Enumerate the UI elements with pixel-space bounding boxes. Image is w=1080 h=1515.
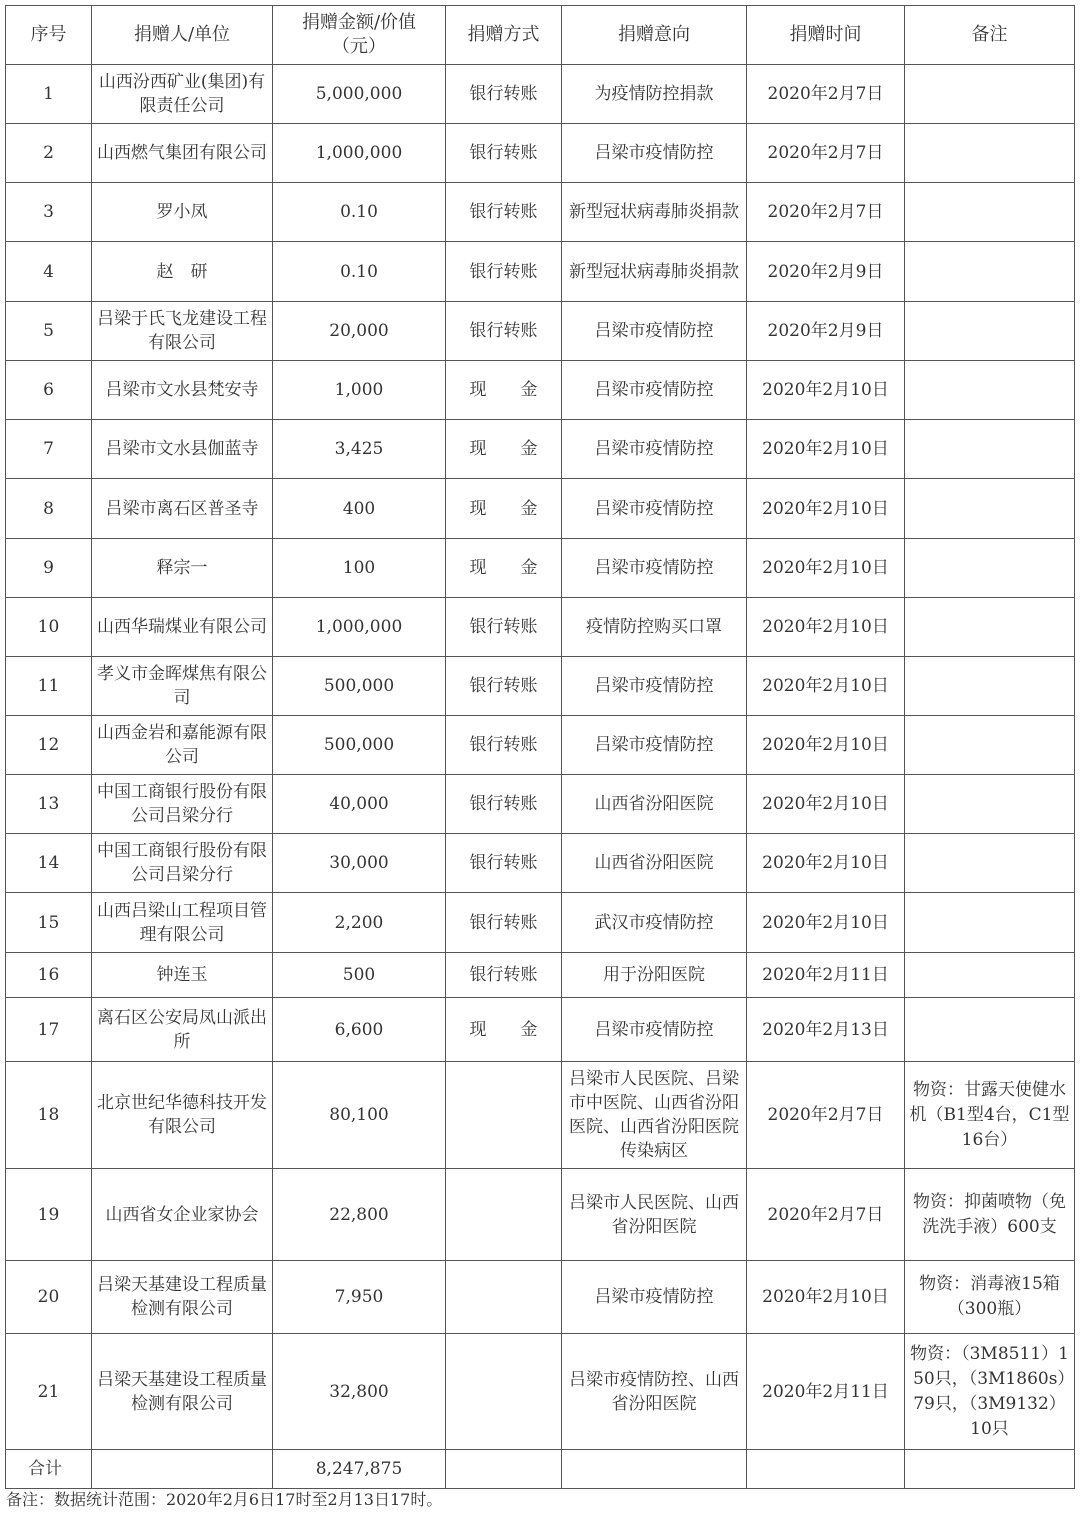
row-note bbox=[905, 124, 1075, 183]
row-date: 2020年2月7日 bbox=[747, 1062, 905, 1169]
row-note bbox=[905, 242, 1075, 302]
row-method bbox=[446, 1169, 562, 1261]
header-row bbox=[6, 6, 1075, 65]
row-note bbox=[905, 183, 1075, 242]
row-donor: 孝义市金晖煤焦有限公司 bbox=[92, 657, 273, 716]
total-date-cell bbox=[747, 1450, 905, 1489]
row-no: 11 bbox=[6, 657, 92, 716]
row-amount: 5,000,000 bbox=[273, 65, 446, 124]
row-purpose: 山西省汾阳医院 bbox=[562, 775, 747, 834]
row-donor: 吕梁市离石区普圣寺 bbox=[92, 479, 273, 539]
row-date: 2020年2月11日 bbox=[747, 1334, 905, 1450]
row-amount: 80,100 bbox=[273, 1062, 446, 1169]
row-method: 现 金 bbox=[446, 998, 562, 1062]
row-amount: 32,800 bbox=[273, 1334, 446, 1450]
row-date: 2020年2月10日 bbox=[747, 361, 905, 420]
header-note: 备注 bbox=[905, 6, 1075, 65]
row-note bbox=[905, 775, 1075, 834]
row-donor: 山西华瑞煤业有限公司 bbox=[92, 598, 273, 657]
row-donor: 山西省女企业家协会 bbox=[92, 1169, 273, 1261]
row-no: 13 bbox=[6, 775, 92, 834]
row-date: 2020年2月10日 bbox=[747, 893, 905, 953]
row-date: 2020年2月13日 bbox=[747, 998, 905, 1062]
row-method: 银行转账 bbox=[446, 302, 562, 361]
table-row bbox=[6, 834, 1075, 893]
total-label: 合计 bbox=[6, 1450, 92, 1489]
row-purpose: 吕梁市疫情防控 bbox=[562, 302, 747, 361]
row-date: 2020年2月9日 bbox=[747, 302, 905, 361]
row-note bbox=[905, 893, 1075, 953]
row-amount: 3,425 bbox=[273, 420, 446, 479]
table-row bbox=[6, 539, 1075, 598]
header-amount: 捐赠金额/价值（元） bbox=[273, 6, 446, 65]
row-donor: 吕梁天基建设工程质量检测有限公司 bbox=[92, 1261, 273, 1334]
table-row bbox=[6, 893, 1075, 953]
row-purpose: 吕梁市疫情防控 bbox=[562, 657, 747, 716]
row-method: 银行转账 bbox=[446, 124, 562, 183]
row-note: 物资：抑菌喷物（免洗洗手液）600支 bbox=[905, 1169, 1075, 1261]
row-date: 2020年2月7日 bbox=[747, 1169, 905, 1261]
row-method: 现 金 bbox=[446, 479, 562, 539]
row-purpose: 吕梁市疫情防控 bbox=[562, 998, 747, 1062]
table-row bbox=[6, 302, 1075, 361]
table-row bbox=[6, 953, 1075, 998]
row-purpose: 吕梁市人民医院、吕梁市中医院、山西省汾阳医院、山西省汾阳医院传染病区 bbox=[562, 1062, 747, 1169]
row-note bbox=[905, 998, 1075, 1062]
total-row bbox=[6, 1450, 1075, 1489]
row-purpose: 新型冠状病毒肺炎捐款 bbox=[562, 242, 747, 302]
row-donor: 罗小凤 bbox=[92, 183, 273, 242]
row-no: 7 bbox=[6, 420, 92, 479]
row-amount: 1,000 bbox=[273, 361, 446, 420]
row-purpose: 吕梁市疫情防控 bbox=[562, 124, 747, 183]
row-method: 银行转账 bbox=[446, 183, 562, 242]
row-donor: 山西吕梁山工程项目管理有限公司 bbox=[92, 893, 273, 953]
row-note bbox=[905, 302, 1075, 361]
row-purpose: 吕梁市疫情防控 bbox=[562, 479, 747, 539]
row-amount: 100 bbox=[273, 539, 446, 598]
row-date: 2020年2月10日 bbox=[747, 834, 905, 893]
row-purpose: 吕梁市疫情防控、山西省汾阳医院 bbox=[562, 1334, 747, 1450]
footnote: 备注：数据统计范围：2020年2月6日17时至2月13日17时。 bbox=[6, 1490, 443, 1509]
row-no: 2 bbox=[6, 124, 92, 183]
row-no: 6 bbox=[6, 361, 92, 420]
table-row bbox=[6, 775, 1075, 834]
donation-table bbox=[5, 5, 1075, 1489]
row-no: 15 bbox=[6, 893, 92, 953]
row-date: 2020年2月10日 bbox=[747, 775, 905, 834]
table-row bbox=[6, 124, 1075, 183]
row-donor: 中国工商银行股份有限公司吕梁分行 bbox=[92, 775, 273, 834]
row-note: 物资：（3M8511）150只，（3M1860s）79只，（3M9132）10只 bbox=[905, 1334, 1075, 1450]
row-no: 3 bbox=[6, 183, 92, 242]
total-amount: 8,247,875 bbox=[273, 1450, 446, 1489]
row-no: 14 bbox=[6, 834, 92, 893]
row-donor: 吕梁市文水县梵安寺 bbox=[92, 361, 273, 420]
header-donor: 捐赠人/单位 bbox=[92, 6, 273, 65]
row-amount: 6,600 bbox=[273, 998, 446, 1062]
row-amount: 7,950 bbox=[273, 1261, 446, 1334]
header-method: 捐赠方式 bbox=[446, 6, 562, 65]
row-note: 物资：消毒液15箱（300瓶） bbox=[905, 1261, 1075, 1334]
row-no: 21 bbox=[6, 1334, 92, 1450]
table-row bbox=[6, 1261, 1075, 1334]
row-date: 2020年2月7日 bbox=[747, 183, 905, 242]
row-purpose: 吕梁市疫情防控 bbox=[562, 420, 747, 479]
header-purpose: 捐赠意向 bbox=[562, 6, 747, 65]
table-row bbox=[6, 998, 1075, 1062]
row-amount: 20,000 bbox=[273, 302, 446, 361]
row-method: 银行转账 bbox=[446, 716, 562, 775]
row-purpose: 为疫情防控捐款 bbox=[562, 65, 747, 124]
row-no: 10 bbox=[6, 598, 92, 657]
table-row bbox=[6, 716, 1075, 775]
row-purpose: 用于汾阳医院 bbox=[562, 953, 747, 998]
table-row bbox=[6, 657, 1075, 716]
table-row bbox=[6, 65, 1075, 124]
row-amount: 0.10 bbox=[273, 183, 446, 242]
row-donor: 离石区公安局凤山派出所 bbox=[92, 998, 273, 1062]
row-donor: 北京世纪华德科技开发有限公司 bbox=[92, 1062, 273, 1169]
row-purpose: 吕梁市疫情防控 bbox=[562, 539, 747, 598]
row-date: 2020年2月7日 bbox=[747, 124, 905, 183]
row-note bbox=[905, 479, 1075, 539]
header-date: 捐赠时间 bbox=[747, 6, 905, 65]
row-donor: 中国工商银行股份有限公司吕梁分行 bbox=[92, 834, 273, 893]
row-method bbox=[446, 1334, 562, 1450]
row-amount: 1,000,000 bbox=[273, 598, 446, 657]
row-note bbox=[905, 65, 1075, 124]
row-no: 16 bbox=[6, 953, 92, 998]
row-no: 17 bbox=[6, 998, 92, 1062]
total-donor-cell bbox=[92, 1450, 273, 1489]
row-donor: 山西金岩和嘉能源有限公司 bbox=[92, 716, 273, 775]
row-purpose: 疫情防控购买口罩 bbox=[562, 598, 747, 657]
row-no: 18 bbox=[6, 1062, 92, 1169]
row-no: 5 bbox=[6, 302, 92, 361]
row-date: 2020年2月10日 bbox=[747, 716, 905, 775]
row-note: 物资：甘露天使健水机（B1型4台，C1型16台） bbox=[905, 1062, 1075, 1169]
row-purpose: 吕梁市疫情防控 bbox=[562, 716, 747, 775]
row-amount: 400 bbox=[273, 479, 446, 539]
row-note bbox=[905, 657, 1075, 716]
row-no: 4 bbox=[6, 242, 92, 302]
row-amount: 1,000,000 bbox=[273, 124, 446, 183]
row-note bbox=[905, 361, 1075, 420]
table-body bbox=[6, 65, 1075, 1450]
row-method bbox=[446, 1261, 562, 1334]
table-row bbox=[6, 361, 1075, 420]
table-row bbox=[6, 420, 1075, 479]
row-method bbox=[446, 1062, 562, 1169]
row-purpose: 新型冠状病毒肺炎捐款 bbox=[562, 183, 747, 242]
row-donor: 吕梁于氏飞龙建设工程有限公司 bbox=[92, 302, 273, 361]
row-amount: 500,000 bbox=[273, 716, 446, 775]
row-amount: 22,800 bbox=[273, 1169, 446, 1261]
row-amount: 40,000 bbox=[273, 775, 446, 834]
row-date: 2020年2月10日 bbox=[747, 1261, 905, 1334]
row-method: 银行转账 bbox=[446, 775, 562, 834]
row-amount: 0.10 bbox=[273, 242, 446, 302]
row-purpose: 吕梁市人民医院、山西省汾阳医院 bbox=[562, 1169, 747, 1261]
table-row bbox=[6, 479, 1075, 539]
row-amount: 2,200 bbox=[273, 893, 446, 953]
row-date: 2020年2月11日 bbox=[747, 953, 905, 998]
row-note bbox=[905, 716, 1075, 775]
row-method: 现 金 bbox=[446, 361, 562, 420]
row-no: 9 bbox=[6, 539, 92, 598]
row-purpose: 武汉市疫情防控 bbox=[562, 893, 747, 953]
row-purpose: 吕梁市疫情防控 bbox=[562, 361, 747, 420]
row-date: 2020年2月7日 bbox=[747, 65, 905, 124]
row-amount: 30,000 bbox=[273, 834, 446, 893]
row-note bbox=[905, 420, 1075, 479]
row-purpose: 吕梁市疫情防控 bbox=[562, 1261, 747, 1334]
row-donor: 释宗一 bbox=[92, 539, 273, 598]
row-method: 银行转账 bbox=[446, 598, 562, 657]
table-row bbox=[6, 183, 1075, 242]
table-row bbox=[6, 1062, 1075, 1169]
row-donor: 吕梁市文水县伽蓝寺 bbox=[92, 420, 273, 479]
total-purpose-cell bbox=[562, 1450, 747, 1489]
row-amount: 500 bbox=[273, 953, 446, 998]
row-method: 银行转账 bbox=[446, 953, 562, 998]
table-row bbox=[6, 1334, 1075, 1450]
row-date: 2020年2月10日 bbox=[747, 420, 905, 479]
total-note-cell bbox=[905, 1450, 1075, 1489]
row-no: 12 bbox=[6, 716, 92, 775]
row-note bbox=[905, 834, 1075, 893]
row-donor: 吕梁天基建设工程质量检测有限公司 bbox=[92, 1334, 273, 1450]
row-method: 银行转账 bbox=[446, 834, 562, 893]
row-date: 2020年2月10日 bbox=[747, 598, 905, 657]
row-amount: 500,000 bbox=[273, 657, 446, 716]
row-date: 2020年2月10日 bbox=[747, 479, 905, 539]
row-date: 2020年2月9日 bbox=[747, 242, 905, 302]
row-note bbox=[905, 953, 1075, 998]
row-method: 银行转账 bbox=[446, 242, 562, 302]
row-donor: 山西燃气集团有限公司 bbox=[92, 124, 273, 183]
header-no: 序号 bbox=[6, 6, 92, 65]
row-no: 19 bbox=[6, 1169, 92, 1261]
row-method: 银行转账 bbox=[446, 657, 562, 716]
row-no: 8 bbox=[6, 479, 92, 539]
row-no: 1 bbox=[6, 65, 92, 124]
table-row bbox=[6, 242, 1075, 302]
row-note bbox=[905, 598, 1075, 657]
row-date: 2020年2月10日 bbox=[747, 657, 905, 716]
row-method: 现 金 bbox=[446, 420, 562, 479]
table-row bbox=[6, 1169, 1075, 1261]
row-method: 现 金 bbox=[446, 539, 562, 598]
row-donor: 钟连玉 bbox=[92, 953, 273, 998]
total-method-cell bbox=[446, 1450, 562, 1489]
row-method: 银行转账 bbox=[446, 65, 562, 124]
row-method: 银行转账 bbox=[446, 893, 562, 953]
row-purpose: 山西省汾阳医院 bbox=[562, 834, 747, 893]
row-no: 20 bbox=[6, 1261, 92, 1334]
row-donor: 山西汾西矿业(集团)有限责任公司 bbox=[92, 65, 273, 124]
row-donor: 赵 研 bbox=[92, 242, 273, 302]
table-row bbox=[6, 598, 1075, 657]
row-note bbox=[905, 539, 1075, 598]
row-date: 2020年2月10日 bbox=[747, 539, 905, 598]
